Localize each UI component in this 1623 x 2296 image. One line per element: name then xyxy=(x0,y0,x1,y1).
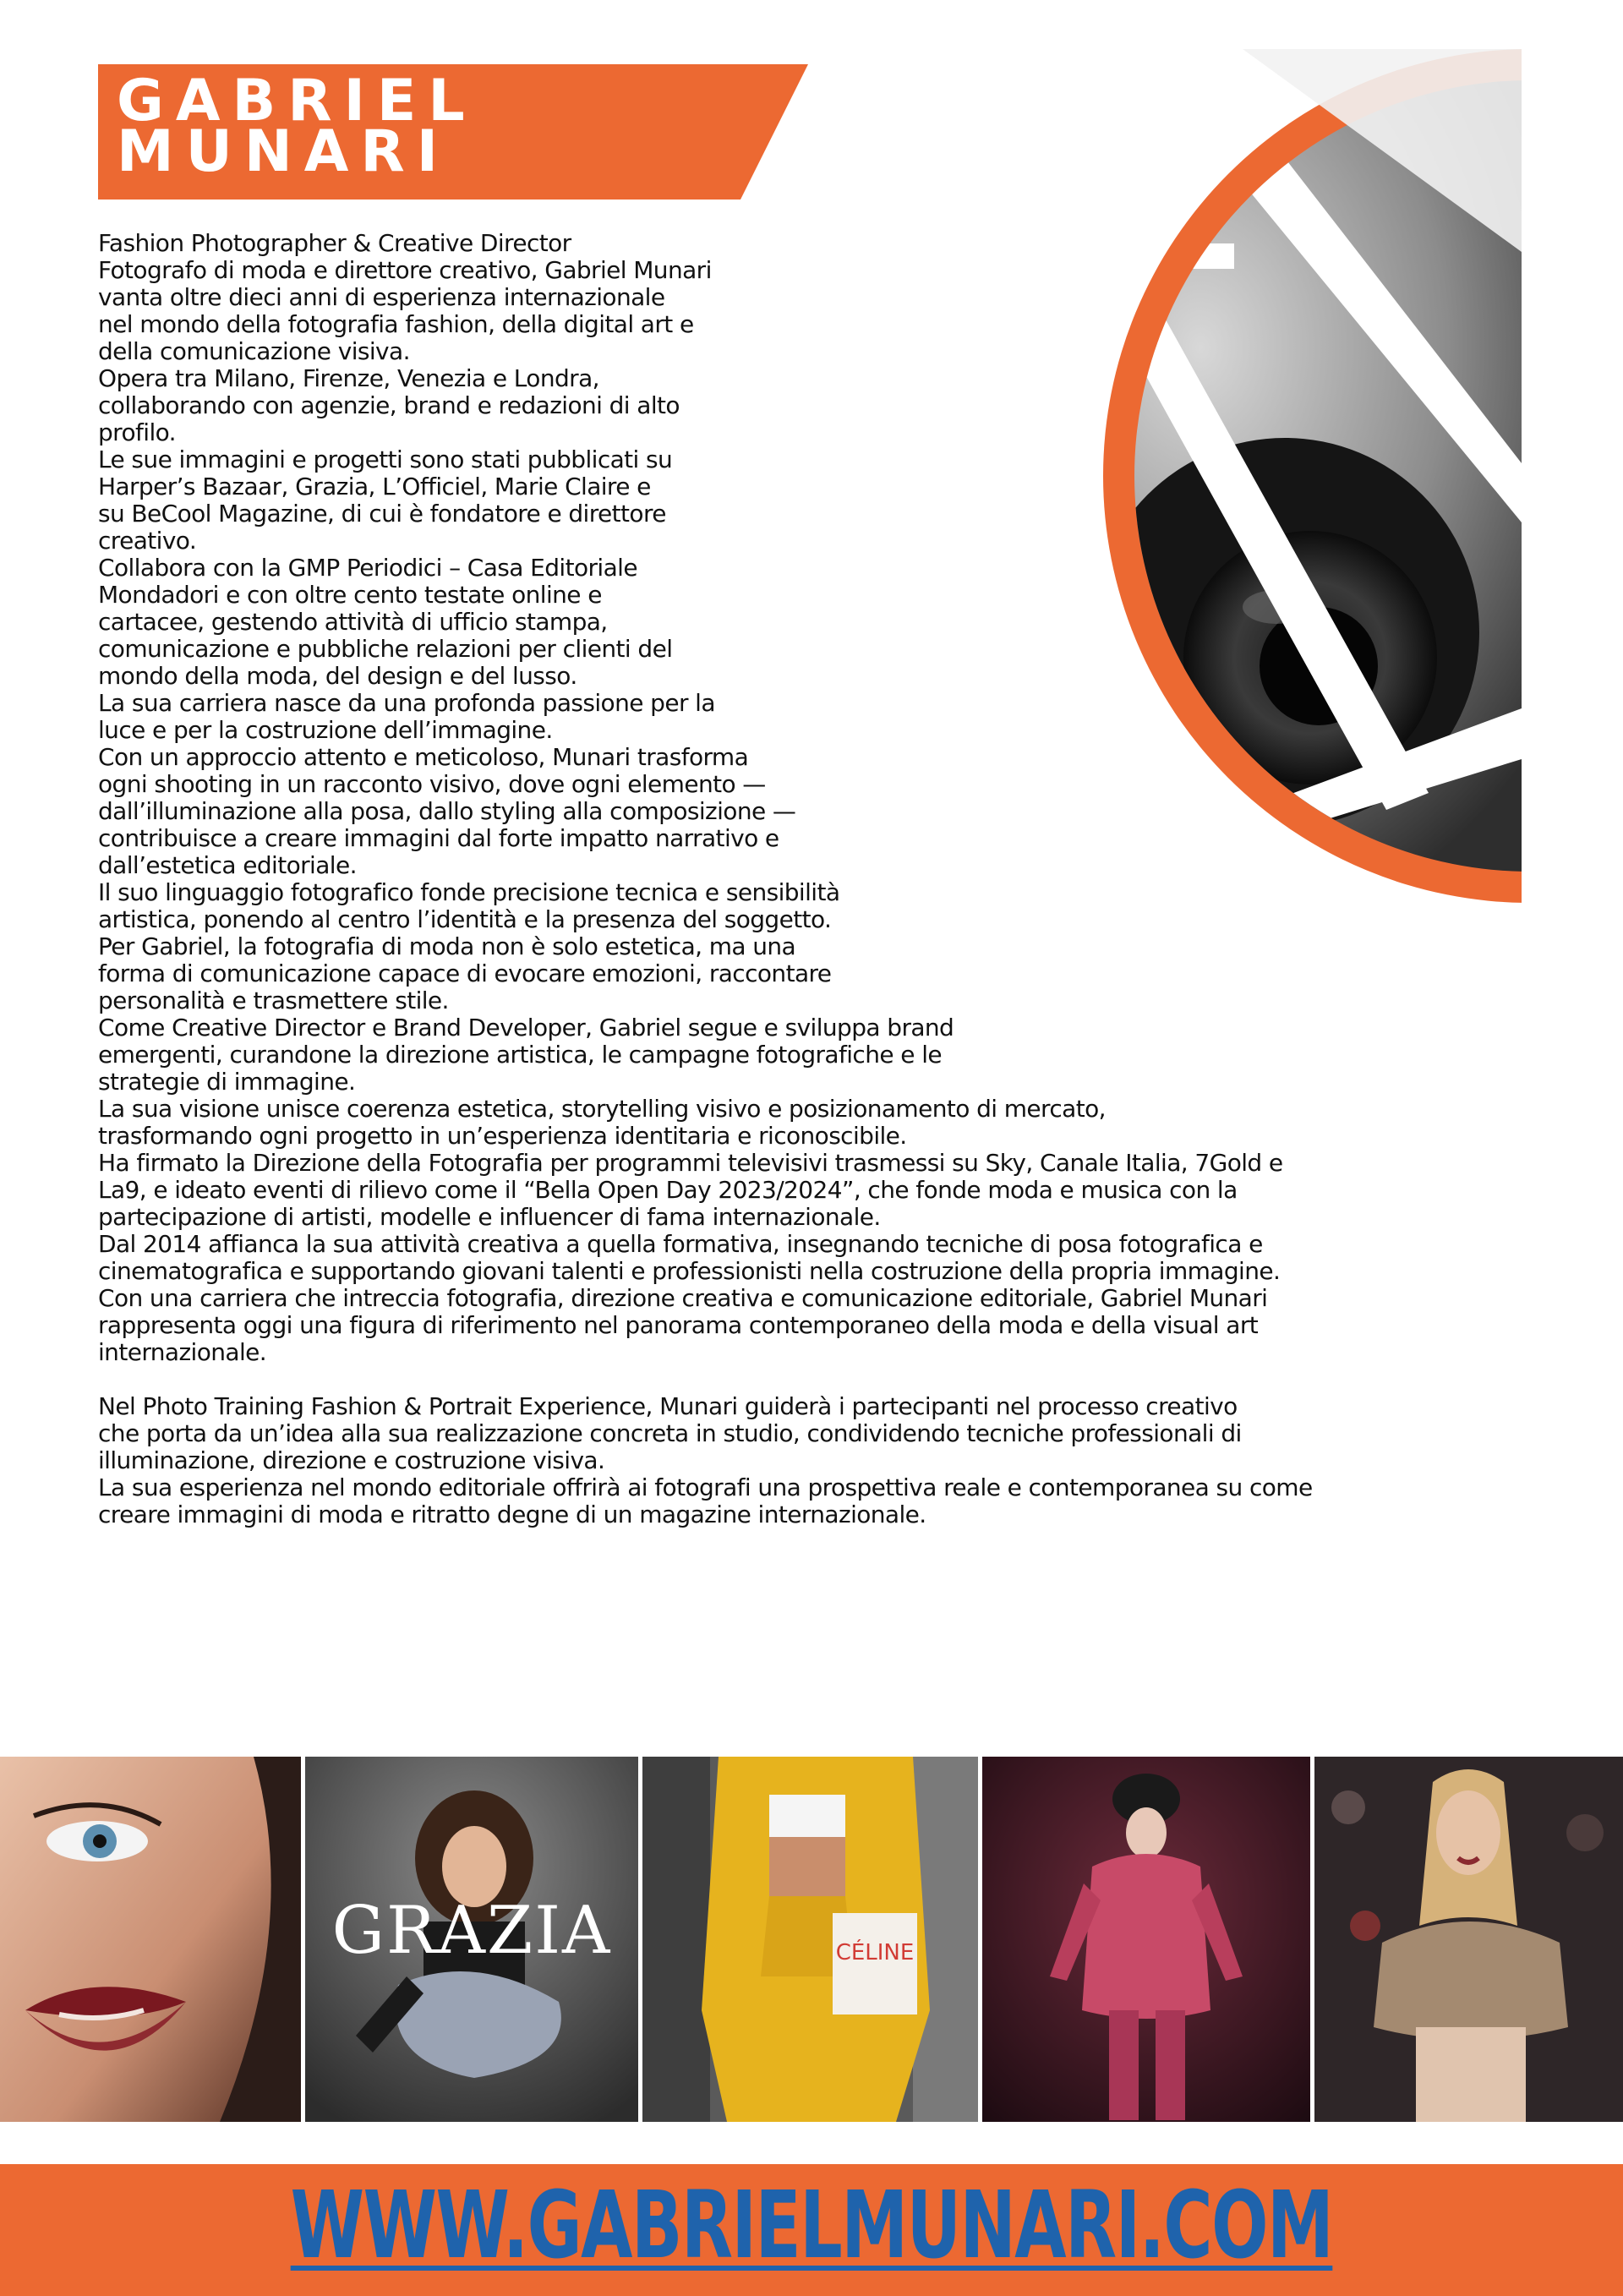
bio-line: Dal 2014 affianca la sua attività creativa a quella formativa, insegnando tecniche di posa fotografica e xyxy=(98,1230,1263,1258)
bio-line: Per Gabriel, la fotografia di moda non è solo estetica, ma una xyxy=(98,932,796,960)
bio-line: mondo della moda, del design e del lusso. xyxy=(98,662,577,690)
bio-line: partecipazione di artisti, modelle e influencer di fama internazionale. xyxy=(98,1203,881,1231)
bio-line: personalità e trasmettere stile. xyxy=(98,987,449,1014)
gallery-photo-yellow-suit xyxy=(642,1757,978,2122)
bio-line: rappresenta oggi una figura di riferimento nel panorama contemporaneo della moda e della visual art xyxy=(98,1311,1259,1339)
bio-line: creativo. xyxy=(98,527,197,555)
title-first-name: GABRIEL xyxy=(117,68,477,134)
bio-line: Harper’s Bazaar, Grazia, L’Officiel, Marie Claire e xyxy=(98,473,651,500)
website-url[interactable]: WWW.GABRIELMUNARI.COM xyxy=(290,2171,1333,2279)
gallery-photo-lips xyxy=(0,1757,301,2122)
bio-line: nel mondo della fotografia fashion, della digital art e xyxy=(98,310,694,338)
bio-line: ogni shooting in un racconto visivo, dove ogni elemento — xyxy=(98,770,766,798)
bio-line: contribuisce a creare immagini dal forte impatto narrativo e xyxy=(98,824,779,852)
bio-line: emergenti, curandone la direzione artistica, le campagne fotografiche e le xyxy=(98,1041,942,1069)
bio-line: internazionale. xyxy=(98,1338,267,1366)
bio-line: Opera tra Milano, Firenze, Venezia e Londra, xyxy=(98,364,599,392)
page-title xyxy=(117,68,477,185)
bio-line: artistica, ponendo al centro l’identità e la presenza del soggetto. xyxy=(98,905,832,933)
paragraph-gap xyxy=(98,1366,1527,1393)
gallery-photo-grazia-cover xyxy=(305,1757,638,2122)
bio-line: Con un approccio attento e meticoloso, Munari trasforma xyxy=(98,743,749,771)
gallery-photo-runway xyxy=(982,1757,1310,2122)
bio-line: profilo. xyxy=(98,418,176,446)
biography-text xyxy=(98,230,1527,1528)
bio-line: dall’illuminazione alla posa, dallo styling alla composizione — xyxy=(98,797,796,825)
bio-line: luce e per la costruzione dell’immagine. xyxy=(98,716,553,744)
bio-line: Ha firmato la Direzione della Fotografia per programmi televisivi trasmessi su Sky, Canale Italia, 7Gold e xyxy=(98,1149,1283,1177)
bio-line: Fashion Photographer & Creative Director xyxy=(98,229,571,257)
bio-line: della comunicazione visiva. xyxy=(98,337,410,365)
bio-line: collaborando con agenzie, brand e redazioni di alto xyxy=(98,391,680,419)
footer-banner xyxy=(0,2164,1623,2296)
training-line: creare immagini di moda e ritratto degne di un magazine internazionale. xyxy=(98,1501,926,1528)
bio-line: La sua visione unisce coerenza estetica, storytelling visivo e posizionamento di mercato, xyxy=(98,1095,1106,1123)
photo-gallery xyxy=(0,1757,1623,2122)
bio-line: Le sue immagini e progetti sono stati pubblicati su xyxy=(98,446,673,473)
bio-line: vanta oltre dieci anni di esperienza internazionale xyxy=(98,283,665,311)
bio-line: trasformando ogni progetto in un’esperienza identitaria e riconoscibile. xyxy=(98,1122,907,1150)
bio-line: strategie di immagine. xyxy=(98,1068,356,1096)
bio-line: La9, e ideato eventi di rilievo come il “Bella Open Day 2023/2024”, che fonde moda e musica con la xyxy=(98,1176,1238,1204)
training-line: che porta da un’idea alla sua realizzazione concreta in studio, condividendo tecniche professionali di xyxy=(98,1419,1242,1447)
bio-line: cartacee, gestendo attività di ufficio stampa, xyxy=(98,608,608,636)
training-line: La sua esperienza nel mondo editoriale offrirà ai fotografi una prospettiva reale e contemporanea su come xyxy=(98,1473,1313,1501)
bio-line: su BeCool Magazine, di cui è fondatore e direttore xyxy=(98,500,666,528)
bio-line: dall’estetica editoriale. xyxy=(98,851,357,879)
gallery-photo-red-carpet xyxy=(1314,1757,1623,2122)
training-line: illuminazione, direzione e costruzione visiva. xyxy=(98,1446,605,1474)
bio-line: Fotografo di moda e direttore creativo, Gabriel Munari xyxy=(98,256,712,284)
bio-line: forma di comunicazione capace di evocare emozioni, raccontare xyxy=(98,959,832,987)
grazia-logo: GRAZIA xyxy=(331,1893,612,1969)
celine-bag-label: CÉLINE xyxy=(835,1940,915,1965)
bio-line: Con una carriera che intreccia fotografia, direzione creativa e comunicazione editoriale, Gabriel Munari xyxy=(98,1284,1268,1312)
bio-line: Collabora con la GMP Periodici – Casa Editoriale xyxy=(98,554,637,582)
title-banner xyxy=(98,64,808,200)
title-last-name: MUNARI xyxy=(117,118,451,185)
bio-line: Come Creative Director e Brand Developer, Gabriel segue e sviluppa brand xyxy=(98,1014,954,1041)
bio-line: Mondadori e con oltre cento testate online e xyxy=(98,581,602,609)
bio-line: La sua carriera nasce da una profonda passione per la xyxy=(98,689,715,717)
bio-line: comunicazione e pubbliche relazioni per clienti del xyxy=(98,635,673,663)
eye-shape xyxy=(964,154,1082,198)
bio-line: cinematografica e supportando giovani talenti e professionisti nella costruzione della propria immagine. xyxy=(98,1257,1281,1285)
bio-line: Il suo linguaggio fotografico fonde precisione tecnica e sensibilità xyxy=(98,878,840,906)
training-line: Nel Photo Training Fashion & Portrait Experience, Munari guiderà i partecipanti nel processo creativo xyxy=(98,1392,1238,1420)
